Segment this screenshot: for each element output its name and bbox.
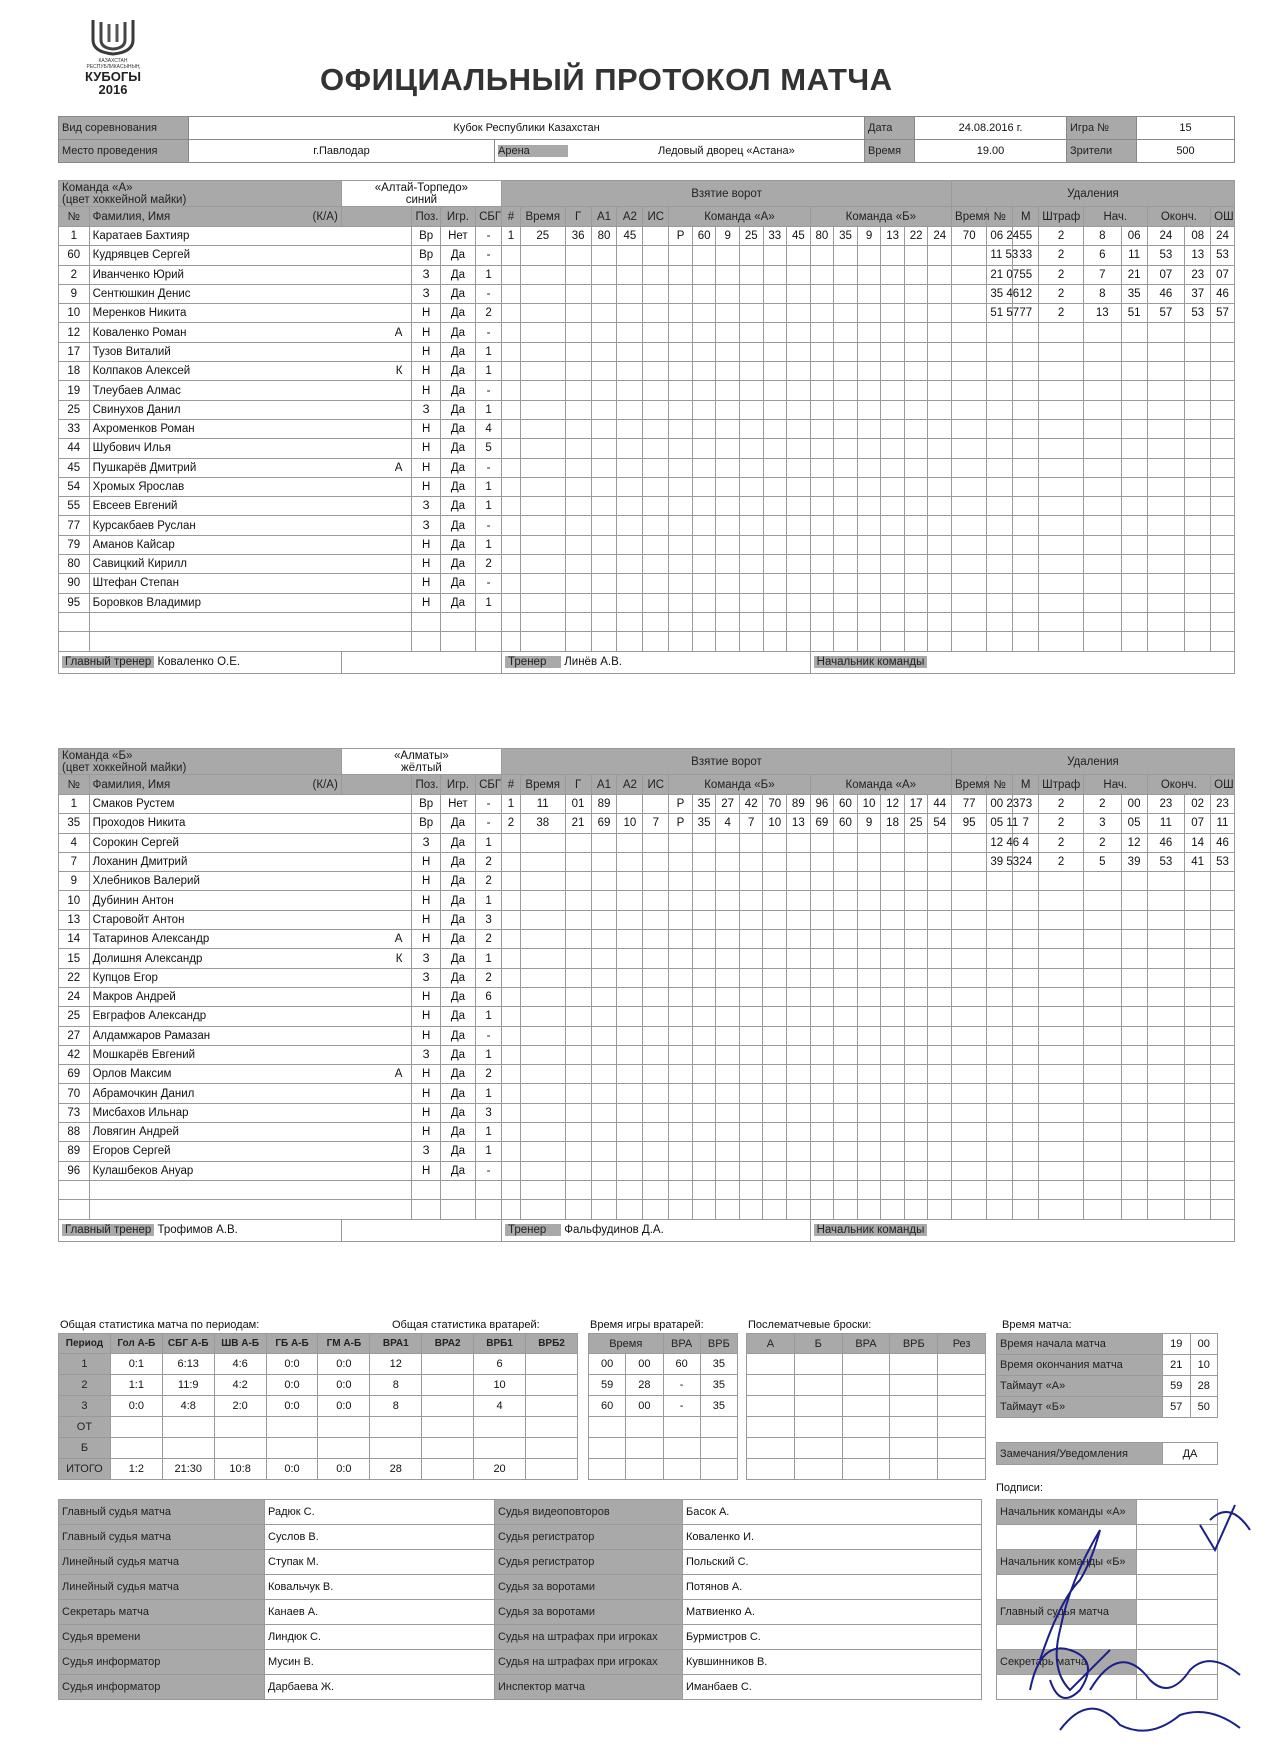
table-row: Секретарь матча (997, 1650, 1218, 1675)
team-a-label: Команда «А» (цвет хоккейной майки) (59, 181, 342, 207)
shootout-title: Послематчевые броски: (748, 1319, 872, 1331)
cup-logo (78, 18, 148, 104)
table-row: 2 1:1 11:9 4:2 0:0 0:0 8 10 (59, 1375, 578, 1396)
shootout-table: А Б ВРА ВРБ Рез (746, 1333, 986, 1480)
remarks-value: ДА (1163, 1443, 1218, 1465)
team-a-coach: Коваленко О.Е. (157, 656, 241, 669)
table-row (589, 1438, 738, 1459)
logo-name: КУБОГЫ (85, 69, 141, 84)
match-time-table (996, 1333, 1218, 1418)
table-row: 14 Татаринов Александр А Н Да 2 (59, 930, 1235, 949)
table-row: 00 00 60 35 (589, 1354, 738, 1375)
remarks-label: Замечания/Уведомления (997, 1443, 1163, 1465)
table-row: 9 Хлебников Валерий Н Да 2 (59, 872, 1235, 891)
table-row: 24 Макров Андрей Н Да 6 (59, 987, 1235, 1006)
table-row: 35 Проходов Никита Вр Да - 2 38 21 69 10 7 Р 35 4 7 10 13 69 60 9 18 25 54 95 05 11 7 2 3 05 11 07 11 (59, 814, 1235, 833)
table-row (589, 1417, 738, 1438)
table-row: 70 Абрамочкин Данил Н Да 1 (59, 1084, 1235, 1103)
date-label: Дата (865, 117, 915, 140)
table-row: 1 Смаков Рустем Вр Нет - 1 11 01 89 Р 35 27 42 70 89 96 60 10 12 17 44 77 00 23 73 2 2 00 23 02 23 (59, 795, 1235, 814)
spectators-label: Зрители (1067, 140, 1137, 163)
table-row: 60 00 - 35 (589, 1396, 738, 1417)
table-row: 54 Хромых Ярослав Н Да 1 (59, 477, 1235, 496)
table-row: ОТ (59, 1417, 578, 1438)
match-header (58, 116, 1235, 163)
table-row: 27 Алдамжаров Рамазан Н Да - (59, 1026, 1235, 1045)
arena-label: Арена (498, 145, 568, 157)
team-b-section (58, 748, 1234, 1242)
table-row: 42 Мошкарёв Евгений З Да 1 (59, 1045, 1235, 1064)
team-a-name: «Алтай-Торпедо» синий (341, 181, 501, 207)
table-row (59, 1200, 1235, 1219)
team-b-goals-title: Взятие ворот (502, 749, 952, 775)
table-row: 44 Шубович Илья Н Да 5 (59, 439, 1235, 458)
remarks-table (996, 1442, 1218, 1465)
table-row: 89 Егоров Сергей З Да 1 (59, 1142, 1235, 1161)
competition-label: Вид соревнования (59, 117, 189, 140)
page-title: ОФИЦИАЛЬНЫЙ ПРОТОКОЛ МАТЧА (320, 62, 893, 97)
team-a-chief-label: Начальник команды (814, 656, 928, 668)
table-row: Главный судья матча (997, 1600, 1218, 1625)
table-row: 3 0:0 4:8 2:0 0:0 0:0 8 4 (59, 1396, 578, 1417)
team-a-trainer: Линёв А.В. (564, 656, 622, 669)
period-stats-table: Период Гол А-Б СБГ А-Б ШВ А-Б ГБ А-Б ГМ А-Б ВРА1 ВРА2 ВРБ1 ВРБ2 1 0:1 6:13 4:6 0:0 0:0 12 6 2 1:1 11:9 4:2 0:0 0:0 8 10 3 0:0 4:8 2:0 0:0 0:0 8 4 ОТ Б ИТОГО 1:2 21:30 10:8 0:0 0:0 28 20 (58, 1333, 578, 1480)
table-row: 1 Каратаев Бахтияр Вр Нет - 1 25 36 80 45 Р 60 9 25 33 45 80 35 9 13 22 24 70 06 24 55 2 8 06 24 08 24 (59, 227, 1235, 246)
time-value: 19.00 (915, 140, 1067, 163)
table-row: Линейный судья матча Ступак М. Судья регистратор Польский С. (59, 1550, 982, 1575)
signatures-label: Подписи: (996, 1482, 1044, 1494)
table-row: 69 Орлов Максим А Н Да 2 (59, 1065, 1235, 1084)
table-row: 12 Коваленко Роман А Н Да - (59, 323, 1235, 342)
team-b-coach-label: Главный тренер (62, 1224, 154, 1236)
table-row: Судья времени Линдюк С. Судья на штрафах при игроках Бурмистров С. (59, 1625, 982, 1650)
spectators-value: 500 (1137, 140, 1235, 163)
table-row (59, 632, 1235, 651)
time-label: Время (865, 140, 915, 163)
team-b-coach: Трофимов А.В. (157, 1224, 238, 1237)
table-row: 19 Тлеубаев Алмас Н Да - (59, 381, 1235, 400)
table-row: 4 Сорокин Сергей З Да 1 12 46 4 2 2 12 46 14 46 (59, 833, 1235, 852)
table-row: 95 Боровков Владимир Н Да 1 (59, 593, 1235, 612)
table-row: 9 Сентюшкин Денис З Да - 35 46 12 2 8 35 46 37 46 (59, 284, 1235, 303)
match-time-title: Время матча: (1002, 1319, 1072, 1331)
table-row: 88 Ловягин Андрей Н Да 1 (59, 1123, 1235, 1142)
table-row: Главный судья матча Суслов В. Судья регистратор Коваленко И. (59, 1525, 982, 1550)
table-row: Судья информатор Мусин В. Судья на штрафах при игроках Кувшинников В. (59, 1650, 982, 1675)
date-value: 24.08.2016 г. (915, 117, 1067, 140)
team-a-goals-title: Взятие ворот (502, 181, 952, 207)
table-row: 45 Пушкарёв Дмитрий А Н Да - (59, 458, 1235, 477)
goalie-time-table: Время ВРА ВРБ 00 00 60 35 59 28 - 35 60 00 - 35 (588, 1333, 738, 1480)
table-row: 2 Иванченко Юрий З Да 1 21 07 55 2 7 21 07 23 07 (59, 265, 1235, 284)
table-row: 10 Меренков Никита Н Да 2 51 57 77 2 13 51 57 53 57 (59, 304, 1235, 323)
logo-year: 2016 (98, 82, 128, 97)
table-row: Главный судья матча Радюк С. Судья видеоповторов Басок А. (59, 1500, 982, 1525)
arena-value: Ледовый дворец «Астана» (658, 145, 795, 157)
table-row: 17 Тузов Виталий Н Да 1 (59, 342, 1235, 361)
table-row: 18 Колпаков Алексей К Н Да 1 (59, 362, 1235, 381)
table-row: Б (59, 1438, 578, 1459)
table-row: 79 Аманов Кайсар Н Да 1 (59, 535, 1235, 554)
table-row: 1 0:1 6:13 4:6 0:0 0:0 12 6 (59, 1354, 578, 1375)
team-a-trainer-label: Тренер (505, 656, 561, 668)
table-row: Секретарь матча Канаев А. Судья за воротами Матвиенко А. (59, 1600, 982, 1625)
table-row: 73 Мисбахов Ильнар Н Да 3 (59, 1103, 1235, 1122)
logo-caption: КАЗАХСТАН РЕСПУБЛИКАСЫНЫҢ (86, 58, 140, 70)
table-row: ИТОГО 1:2 21:30 10:8 0:0 0:0 28 20 (59, 1459, 578, 1480)
team-a-roster: Команда «А» (цвет хоккейной майки) «Алтай-Торпедо» синий Взятие ворот Удаления № Фамилия, Имя (К/А) Поз. Игр. СБГ # Время Г А1 А2 ИС Команда «А» Команда «Б» Время № М Штраф Нач. Оконч. ОШ 1 Каратаев Бахтияр Вр Нет - 1 25 36 80 45 Р 60 9 25 33 45 80 35 9 13 22 24 70 06 24 55 2 8 06 24 08 24 60 Кудрявцев Сергей Вр Да - 11 53 33 2 6 11 53 13 53 2 Иванченко Юрий З Да 1 21 07 55 2 7 21 07 23 07 9 Сентюшкин Денис З Да - 35 46 12 2 8 35 46 37 46 10 Меренков Никита Н Да 2 51 57 77 2 13 51 57 53 57 12 Коваленко Роман А Н Да - 17 Тузов Виталий Н Да 1 18 Колпаков Алексей К Н Да 1 19 Тлеубаев Алмас Н Да - 25 Свинухов Данил З Да 1 33 Ахроменков Роман Н Да 4 44 Шубович Илья Н Да 5 45 Пушкарёв Дмитрий А Н Да - 54 Хромых Ярослав Н Да 1 55 Евсеев Евгений З Да 1 77 Курсакбаев Руслан З Да - 79 Аманов Кайсар Н Да 1 80 Савицкий Кирилл Н Да 2 90 Штефан Степан Н Да - 95 Боровков Владимир Н Да 1 Главный тренер Коваленко О.Е. Тренер Линёв А.В. Начальник команды (58, 180, 1235, 674)
team-b-label: Команда «Б» (цвет хоккейной майки) (59, 749, 342, 775)
table-row: Таймаут «Б» 57 50 (997, 1397, 1218, 1418)
team-a-penalties-title: Удаления (952, 181, 1235, 207)
team-b-trainer: Фальфудинов Д.А. (564, 1224, 664, 1237)
table-row: 7 Лоханин Дмитрий Н Да 2 39 53 24 2 5 39 53 41 53 (59, 852, 1235, 871)
competition-value: Кубок Республики Казахстан (189, 117, 865, 140)
table-row: 13 Старовойт Антон Н Да 3 (59, 910, 1235, 929)
handwritten-signatures (1000, 1490, 1260, 1740)
arena-cell (495, 140, 865, 163)
game-value: 15 (1137, 117, 1235, 140)
table-row: Начальник команды «Б» (997, 1550, 1218, 1575)
team-b-name: «Алматы» жёлтый (341, 749, 501, 775)
cup-logo-icon (87, 18, 139, 58)
table-row: 60 Кудрявцев Сергей Вр Да - 11 53 33 2 6 11 53 13 53 (59, 246, 1235, 265)
table-row: 59 28 - 35 (589, 1375, 738, 1396)
goalie-time-title: Время игры вратарей: (590, 1319, 704, 1331)
team-b-chief-label: Начальник команды (814, 1224, 928, 1236)
table-row: Линейный судья матча Ковальчук В. Судья за воротами Потянов А. (59, 1575, 982, 1600)
table-row: 22 Купцов Егор З Да 2 (59, 968, 1235, 987)
place-label: Место проведения (59, 140, 189, 163)
table-row: 77 Курсакбаев Руслан З Да - (59, 516, 1235, 535)
table-row: Таймаут «А» 59 28 (997, 1376, 1218, 1397)
table-row (589, 1459, 738, 1480)
table-row: 55 Евсеев Евгений З Да 1 (59, 497, 1235, 516)
table-row: 25 Свинухов Данил З Да 1 (59, 400, 1235, 419)
team-b-trainer-label: Тренер (505, 1224, 561, 1236)
place-value: г.Павлодар (189, 140, 495, 163)
team-a-coach-label: Главный тренер (62, 656, 154, 668)
table-row: Судья информатор Дарбаева Ж. Инспектор матча Иманбаев С. (59, 1675, 982, 1700)
goalies-title: Общая статистика вратарей: (392, 1319, 540, 1331)
table-row: 10 Дубинин Антон Н Да 1 (59, 891, 1235, 910)
officials-table (58, 1499, 982, 1700)
table-row: 90 Штефан Степан Н Да - (59, 574, 1235, 593)
team-a-section (58, 180, 1234, 674)
table-row: Начальник команды «А» (997, 1500, 1218, 1525)
table-row: Время окончания матча 21 10 (997, 1355, 1218, 1376)
team-b-roster: Команда «Б» (цвет хоккейной майки) «Алматы» жёлтый Взятие ворот Удаления № Фамилия, Имя (К/А) Поз. Игр. СБГ # Время Г А1 А2 ИС Команда «Б» Команда «А» Время № М Штраф Нач. Оконч. ОШ 1 Смаков Рустем Вр Нет - 1 11 01 89 Р 35 27 42 70 89 96 60 10 12 17 44 77 00 23 73 2 2 00 23 02 23 35 Проходов Никита Вр Да - 2 38 21 69 10 7 Р 35 4 7 10 13 69 60 9 18 25 54 95 05 11 7 2 3 05 11 07 11 4 Сорокин Сергей З Да 1 12 46 4 2 2 12 46 14 46 7 Лоханин Дмитрий Н Да 2 39 53 24 2 5 39 53 41 53 9 Хлебников Валерий Н Да 2 10 Дубинин Антон Н Да 1 13 Старовойт Антон Н Да 3 14 Татаринов Александр А Н Да 2 15 Долишня Александр К З Да 1 22 Купцов Егор З Да 2 24 Макров Андрей Н Да 6 25 Евграфов Александр Н Да 1 27 Алдамжаров Рамазан Н Да - 42 Мошкарёв Евгений З Да 1 69 Орлов Максим А Н Да 2 70 Абрамочкин Данил Н Да 1 73 Мисбахов Ильнар Н Да 3 88 Ловягин Андрей Н Да 1 89 Егоров Сергей З Да 1 96 Кулашбеков Ануар Н Да - Главный тренер Трофимов А.В. Тренер Фальфудинов Д.А. Начальник команды (58, 748, 1235, 1242)
periods-title: Общая статистика матча по периодам: (60, 1319, 260, 1331)
table-row: 15 Долишня Александр К З Да 1 (59, 949, 1235, 968)
table-row: 80 Савицкий Кирилл Н Да 2 (59, 555, 1235, 574)
table-row: 25 Евграфов Александр Н Да 1 (59, 1007, 1235, 1026)
table-row: 33 Ахроменков Роман Н Да 4 (59, 419, 1235, 438)
table-row (59, 612, 1235, 631)
table-row (59, 1180, 1235, 1199)
game-label: Игра № (1067, 117, 1137, 140)
table-row: 96 Кулашбеков Ануар Н Да - (59, 1161, 1235, 1180)
team-b-penalties-title: Удаления (952, 749, 1235, 775)
table-row: Время начала матча 19 00 (997, 1334, 1218, 1355)
